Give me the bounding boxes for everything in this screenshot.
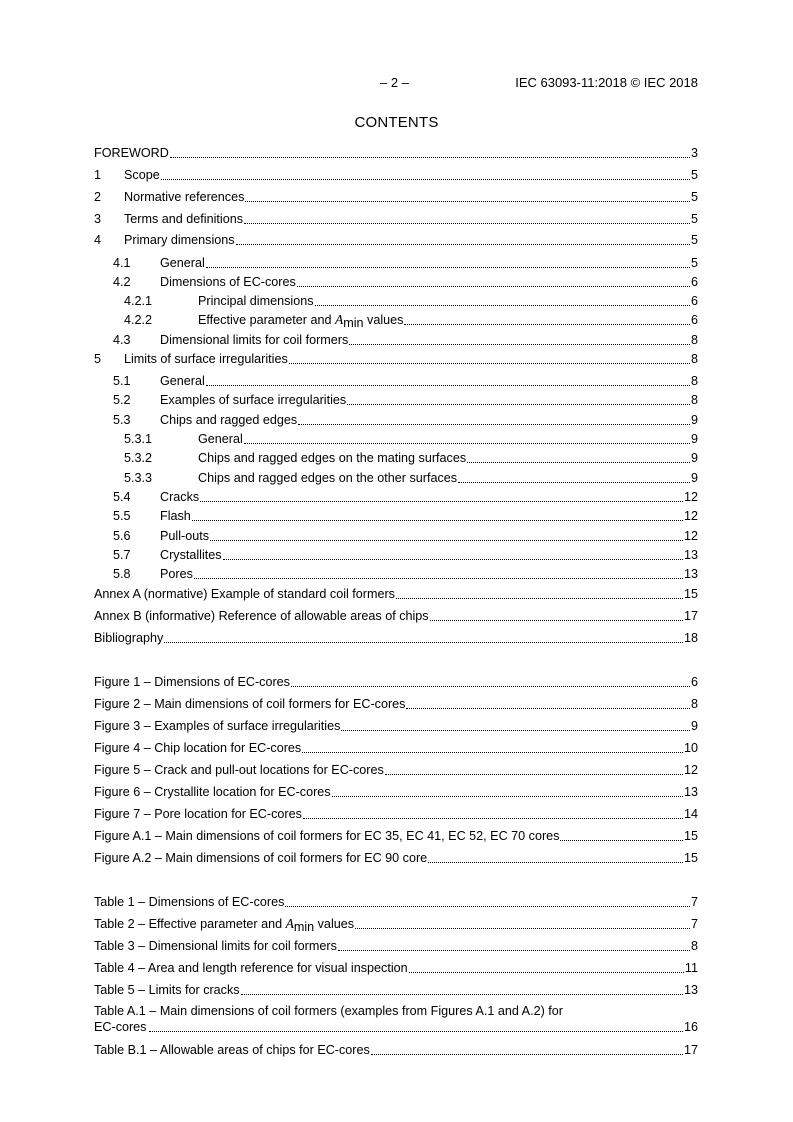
figure-entry[interactable]: Figure 5 – Crack and pull-out locations for EC-cores 12: [94, 763, 698, 777]
toc-entry[interactable]: 5.3 Chips and ragged edges 9: [113, 413, 698, 427]
toc-entry[interactable]: 5.3.1 General 9: [124, 432, 698, 446]
toc-entry-annex-b[interactable]: Annex B (informative) Reference of allowable areas of chips 17: [94, 609, 698, 623]
figure-entry[interactable]: Figure 1 – Dimensions of EC-cores 6: [94, 675, 698, 689]
toc-entry-annex-a[interactable]: Annex A (normative) Example of standard coil formers 15: [94, 587, 698, 601]
page-title: CONTENTS: [354, 114, 439, 131]
figure-entry[interactable]: Figure 3 – Examples of surface irregularities 9: [94, 719, 698, 733]
page-header: [94, 75, 698, 91]
toc-entry[interactable]: 5 Limits of surface irregularities 8: [94, 352, 698, 366]
toc-entry[interactable]: 5.2 Examples of surface irregularities 8: [113, 393, 698, 407]
toc-entry[interactable]: 4.1 General 5: [113, 256, 698, 270]
toc-entry[interactable]: 2 Normative references 5: [94, 190, 698, 204]
figure-entry[interactable]: Figure 2 – Main dimensions of coil formers for EC-cores 8: [94, 697, 698, 711]
table-entry[interactable]: Table 5 – Limits for cracks 13: [94, 983, 698, 997]
table-entry[interactable]: Table 3 – Dimensional limits for coil formers 8: [94, 939, 698, 953]
symbol-a-min: A: [285, 916, 294, 931]
figure-entry[interactable]: Figure A.1 – Main dimensions of coil formers for EC 35, EC 41, EC 52, EC 70 cores 15: [94, 829, 698, 843]
toc-entry[interactable]: 4.2 Dimensions of EC-cores 6: [113, 275, 698, 289]
toc-entry[interactable]: 5.3.3 Chips and ragged edges on the other surfaces 9: [124, 471, 698, 485]
toc-entry[interactable]: 5.5 Flash 12: [113, 509, 698, 523]
toc-entry[interactable]: 5.6 Pull-outs 12: [113, 529, 698, 543]
symbol-a-min: A: [334, 312, 344, 327]
toc-entry[interactable]: 4.3 Dimensional limits for coil formers 8: [113, 333, 698, 347]
toc-entry[interactable]: 1 Scope 5: [94, 168, 698, 182]
toc-entry[interactable]: 4 Primary dimensions 5: [94, 233, 698, 247]
table-entry[interactable]: Table 1 – Dimensions of EC-cores 7: [94, 895, 698, 909]
toc-entry[interactable]: 5.7 Crystallites 13: [113, 548, 698, 562]
toc-entry[interactable]: 5.1 General 8: [113, 374, 698, 388]
figure-entry[interactable]: Figure 7 – Pore location for EC-cores 14: [94, 807, 698, 821]
table-entry[interactable]: Table 2 – Effective parameter and Amin values 7: [94, 916, 698, 934]
toc-entry-bibliography[interactable]: Bibliography 18: [94, 631, 698, 645]
toc-entry[interactable]: 5.3.2 Chips and ragged edges on the mating surfaces 9: [124, 451, 698, 465]
table-entry-multiline[interactable]: Table A.1 – Main dimensions of coil formers (examples from Figures A.1 and A.2) for EC-cores 16: [94, 1004, 698, 1034]
table-entry[interactable]: Table B.1 – Allowable areas of chips for EC-cores 17: [94, 1043, 698, 1057]
standard-reference: IEC 63093-11:2018 © IEC 2018: [515, 75, 698, 90]
figure-entry[interactable]: Figure 6 – Crystallite location for EC-cores 13: [94, 785, 698, 799]
toc-entry[interactable]: 4.2.1 Principal dimensions 6: [124, 294, 698, 308]
toc-entry-foreword[interactable]: FOREWORD 3: [94, 146, 698, 160]
page-number: – 2 –: [380, 75, 409, 90]
figure-entry[interactable]: Figure A.2 – Main dimensions of coil formers for EC 90 core 15: [94, 851, 698, 865]
toc-entry[interactable]: 5.4 Cracks 12: [113, 490, 698, 504]
toc-entry[interactable]: 4.2.2 Effective parameter and Amin values 6: [124, 312, 698, 330]
toc-entry[interactable]: 3 Terms and definitions 5: [94, 212, 698, 226]
toc-entry[interactable]: 5.8 Pores 13: [113, 567, 698, 581]
table-entry[interactable]: Table 4 – Area and length reference for visual inspection 11: [94, 961, 698, 975]
figure-entry[interactable]: Figure 4 – Chip location for EC-cores 10: [94, 741, 698, 755]
